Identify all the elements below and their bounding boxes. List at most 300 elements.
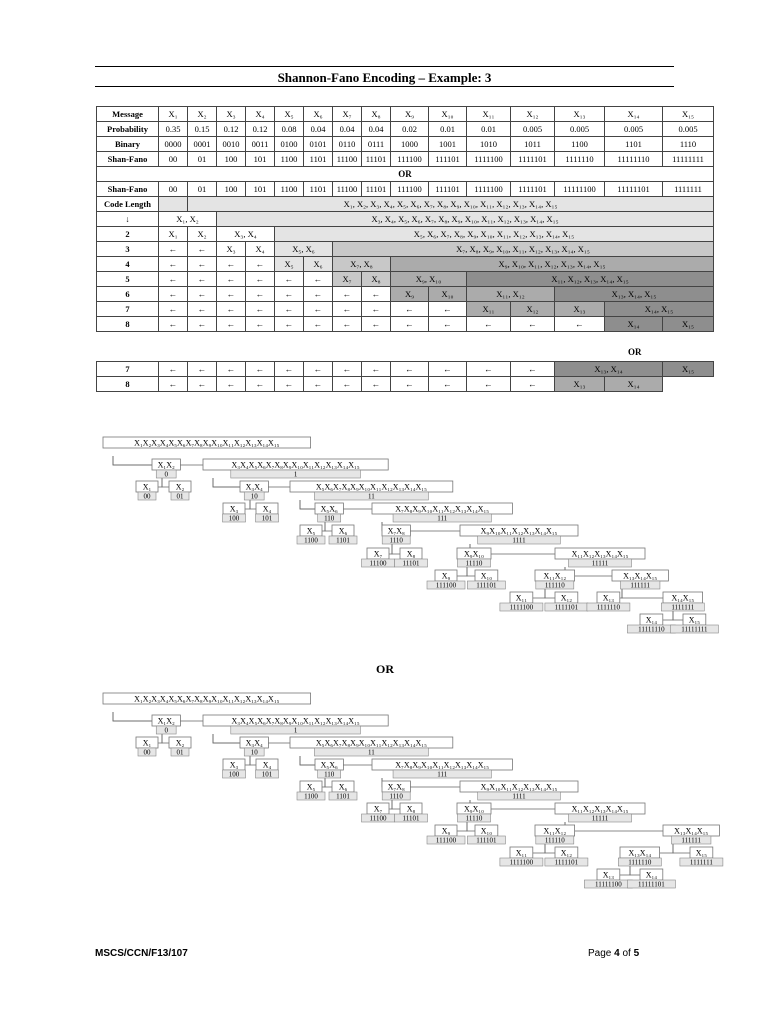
tree-node-label: X₁₄ [645, 870, 658, 880]
table-cell: 11111110 [605, 152, 663, 167]
table-cell: X₁₂ [511, 107, 555, 122]
table-cell: 111100 [391, 182, 429, 197]
table-cell: 11101 [362, 182, 391, 197]
tree-node-code: 1101 [336, 792, 350, 801]
page-label: Page [588, 948, 615, 959]
table-cell: ← [362, 302, 391, 317]
table-cell: X₈ [362, 272, 391, 287]
table-cell: X₃ [217, 107, 246, 122]
tree-node-label: X₁₁X₁₂ [543, 571, 567, 581]
table-cell: 1100 [275, 182, 304, 197]
row-header-cell: 7 [97, 302, 159, 317]
table-cell: X₃, X₄ [217, 227, 275, 242]
table-cell: ← [391, 302, 429, 317]
tree-node-code: 11110 [465, 559, 483, 568]
table-cell: ← [275, 272, 304, 287]
row-header-cell: Probability [97, 122, 159, 137]
tree-node-code: 111101 [476, 836, 497, 845]
tree-node-label: X₁X₂ [157, 716, 175, 726]
table-cell: 1111101 [511, 152, 555, 167]
table-cell: 11100 [333, 152, 362, 167]
table-cell: ← [217, 377, 246, 392]
row-header-cell: 3 [97, 242, 159, 257]
tree-node-code: 1110 [389, 536, 403, 545]
table-cell: 0.01 [429, 122, 467, 137]
table-cell: 1110 [663, 137, 714, 152]
tree-node-code: 11100 [369, 559, 387, 568]
table-cell: 101 [246, 152, 275, 167]
tree-node-label: X₃X₄ [245, 738, 263, 748]
table-cell: 1111100 [467, 182, 511, 197]
tree-node-code: 11101 [402, 559, 420, 568]
row-header-cell: 2 [97, 227, 159, 242]
row-header-cell: 8 [97, 377, 159, 392]
tree-node-code: 11111101 [638, 880, 665, 889]
table-cell: X₁, X₂, X₃, X₄, X₅, X₆, X₇, X₈, X₉, X₁₀, X₁₁, X₁₂, X₁₃, X₁₄, X₁₅ [188, 197, 714, 212]
tree-connector [673, 844, 690, 853]
tree-node [169, 737, 191, 757]
tree-node-label: X₃X₄X₅X₆X₇X₈X₉X₁₀X₁₁X₁₂X₁₃X₁₄X₁₅ [231, 460, 360, 470]
tree-node-code: 111 [437, 514, 448, 523]
table-cell: X₁₃ [555, 107, 605, 122]
table-cell: 111101 [429, 152, 467, 167]
tree-connector [213, 734, 240, 743]
tree-node [315, 759, 343, 779]
table-cell: 0.12 [246, 122, 275, 137]
table-cell: 111100 [391, 152, 429, 167]
tree-node-label: X₄ [262, 504, 272, 514]
row-header-cell: Code Length [97, 197, 159, 212]
table-cell: X₁₅ [663, 107, 714, 122]
table-cell: X₃, X₄, X₅, X₆, X₇, X₈, X₉, X₁₀, X₁₁, X₁₂, X₁₃, X₁₄, X₁₅ [217, 212, 714, 227]
table-cell: X₉ [391, 287, 429, 302]
table-cell: 0.15 [188, 122, 217, 137]
table-cell: ← [275, 287, 304, 302]
table-cell: X₁, X₂ [159, 212, 217, 227]
tree-node [297, 781, 325, 801]
tree-node-code: 11111111 [681, 625, 708, 634]
table-cell: ← [159, 302, 188, 317]
table-cell: X₅ [275, 107, 304, 122]
tree-node-code: 1111100 [509, 603, 534, 612]
row-header-cell: 8 [97, 317, 159, 332]
tree-node-label: X₃X₄ [245, 482, 263, 492]
table-cell: 11111101 [605, 182, 663, 197]
tree-node-code: 1111110 [628, 858, 652, 867]
table-cell: ← [362, 377, 391, 392]
table-cell: ← [159, 272, 188, 287]
table-cell: 0100 [275, 137, 304, 152]
table-cell: 111101 [429, 182, 467, 197]
page-of: of [619, 948, 634, 959]
tree-node-code: 10 [250, 492, 258, 501]
table-cell: 0011 [246, 137, 275, 152]
or-label-table: OR [628, 347, 642, 357]
table-cell: 11111100 [555, 182, 605, 197]
table-cell: X₁₄ [605, 107, 663, 122]
table-cell: ← [391, 377, 429, 392]
tree-node [545, 847, 588, 867]
tree-node [136, 737, 158, 757]
tree-node-label: X₅X₆X₇X₈X₉X₁₀X₁₁X₁₂X₁₃X₁₄X₁₅ [315, 738, 427, 748]
tree-node-label: X₅X₆ [320, 760, 338, 770]
tree-node-label: X₅X₆ [320, 504, 338, 514]
tree-node-code: 11111 [591, 814, 609, 823]
table-cell: ← [275, 362, 304, 377]
table-cell: ← [275, 302, 304, 317]
table-cell: 100 [217, 182, 246, 197]
tree-node-code: 11111100 [595, 880, 622, 889]
tree-node-code: 11101 [402, 814, 420, 823]
tree-connector [162, 734, 169, 743]
page-total: 5 [633, 948, 640, 959]
table-cell: ← [159, 362, 188, 377]
table-cell: ← [391, 362, 429, 377]
row-header-cell: Shan-Fano [97, 182, 159, 197]
tree-node-code: 01 [176, 748, 184, 757]
table-cell: ← [511, 317, 555, 332]
tree-node-code: 101 [261, 514, 273, 523]
tree-node [427, 825, 465, 845]
tree-node-code: 100 [228, 770, 240, 779]
table-cell: 1100 [275, 152, 304, 167]
tree-node-label: X₁₄ [645, 615, 658, 625]
tree-node-code: 11100 [369, 814, 387, 823]
tree-node-code: 00 [143, 492, 151, 501]
table-cell: ← [188, 242, 217, 257]
tree-node-label: X₆ [338, 782, 348, 792]
tree-node-label: X₂ [175, 738, 185, 748]
table-cell: 1111111 [663, 182, 714, 197]
table-cell: X₁₀ [429, 107, 467, 122]
table-cell: 11101 [362, 152, 391, 167]
table-cell: X₁₂ [511, 302, 555, 317]
table-cell: 0.005 [555, 122, 605, 137]
tree-node-label: X₁₄X₁₅ [671, 593, 695, 603]
table-cell: ← [304, 317, 333, 332]
tree-connector [250, 756, 256, 765]
tree-node [457, 803, 491, 823]
table-cell: 0000 [159, 137, 188, 152]
table-cell: X₅, X₆ [275, 242, 333, 257]
table-cell: X₁₄, X₁₅ [605, 302, 714, 317]
tree-connector [565, 822, 663, 831]
tree-node-label: X₉X₁₀X₁₁X₁₂X₁₃X₁₄X₁₅ [480, 782, 558, 792]
tree-node-label: X₄ [262, 760, 272, 770]
tree-node-code: 1110 [389, 792, 403, 801]
table-cell: ← [217, 257, 246, 272]
table-cell: X₂ [188, 227, 217, 242]
tree-connector [392, 800, 400, 809]
table-cell: ← [429, 302, 467, 317]
table-cell: ← [188, 317, 217, 332]
table-cell: 1011 [511, 137, 555, 152]
table-cell: 1001 [429, 137, 467, 152]
tree-node [460, 781, 578, 801]
page-current: 4 [614, 948, 620, 959]
tree-node [663, 825, 719, 845]
table-cell: ← [304, 272, 333, 287]
table-cell: 1000 [391, 137, 429, 152]
tree-node-label: X₉ [441, 571, 451, 581]
table-cell: ← [275, 377, 304, 392]
table-cell: ← [217, 362, 246, 377]
table-cell: ← [246, 257, 275, 272]
table-cell: ← [246, 362, 275, 377]
row-header-cell: Shan-Fano [97, 152, 159, 167]
row-header-cell: 4 [97, 257, 159, 272]
table-cell: ← [511, 377, 555, 392]
tree-node-label: X₅ [306, 782, 316, 792]
tree-node-label: X₁₀ [480, 571, 493, 581]
tree-node-label: X₉X₁₀X₁₁X₁₂X₁₃X₁₄X₁₅ [480, 526, 558, 536]
tree-node [329, 781, 357, 801]
tree-node [395, 803, 428, 823]
table-cell: X₇ [333, 107, 362, 122]
table-cell: 0.12 [217, 122, 246, 137]
tree-node-code: 101 [261, 770, 273, 779]
table-cell: 0.02 [391, 122, 429, 137]
tree-node-code: 1111 [512, 536, 526, 545]
table-cell: 0.005 [511, 122, 555, 137]
table-cell: X₁₁, X₁₂, X₁₃, X₁₄, X₁₅ [467, 272, 714, 287]
tree-node-label: X₁₁X₁₂X₁₃X₁₄X₁₅ [571, 549, 629, 559]
table-cell: X₁ [159, 107, 188, 122]
table-cell: 1111100 [467, 152, 511, 167]
tree-node [584, 869, 632, 889]
table-cell: ← [217, 272, 246, 287]
tree-node-label: X₁₁ [515, 848, 528, 858]
table-cell: ← [159, 377, 188, 392]
table-cell: ← [217, 287, 246, 302]
table-cell: 100 [217, 152, 246, 167]
tree-node-label: X₁ [142, 738, 152, 748]
tree-node-label: X₁₃ [602, 593, 615, 603]
table-cell: 0.04 [333, 122, 362, 137]
table-cell: ← [333, 362, 362, 377]
tree-connector [467, 822, 475, 831]
table-cell: X₃ [217, 242, 246, 257]
table-cell: X₇ [333, 272, 362, 287]
table-cell: 101 [246, 182, 275, 197]
table-cell: 0.08 [275, 122, 304, 137]
tree-node-label: X₉X₁₀ [464, 549, 484, 559]
tree-node-code: 110 [324, 514, 335, 523]
tree-node-label: X₁X₂X₃X₄X₅X₆X₇X₈X₉X₁₀X₁₁X₁₂X₁₃X₁₄X₁₅ [134, 694, 280, 704]
tree-node [240, 737, 268, 757]
table-cell: X₇, X₈ [333, 257, 391, 272]
tree-node [152, 715, 180, 735]
tree-node-code: 111 [437, 770, 448, 779]
table-cell: ← [304, 377, 333, 392]
tree-node-label: X₃X₄X₅X₆X₇X₈X₉X₁₀X₁₁X₁₂X₁₃X₁₄X₁₅ [231, 716, 360, 726]
table-cell: 0101 [304, 137, 333, 152]
table-cell: X₅, X₆, X₇, X₈, X₉, X₁₀, X₁₁, X₁₂, X₁₃, X₁₄, X₁₅ [275, 227, 714, 242]
row-header-cell: ↓ [97, 212, 159, 227]
table-cell: ← [429, 362, 467, 377]
table-cell: 0.04 [304, 122, 333, 137]
tree-node-code: 0 [164, 726, 168, 735]
page-title: Shannon-Fano Encoding – Example: 3 [277, 70, 492, 85]
tree-node-code: 111100 [435, 836, 457, 845]
tree-node-code: 0 [164, 470, 168, 479]
tree-node-label: X₇ [373, 549, 383, 559]
table-cell: 1010 [467, 137, 511, 152]
table-cell: X₈ [362, 107, 391, 122]
tree-node-label: X₃ [229, 760, 239, 770]
tree-node-code: 1111111 [689, 858, 713, 867]
table-cell: ← [246, 272, 275, 287]
tree-node-code: 1111100 [509, 858, 534, 867]
table-cell: X₁₅ [663, 362, 714, 377]
table-cell: 1111101 [511, 182, 555, 197]
tree-node-label: X₂ [175, 482, 185, 492]
tree-node-label: X₆ [338, 526, 348, 536]
tree-node-label: X₁₃X₁₄ [628, 848, 652, 858]
tree-connector [630, 866, 640, 875]
table-cell: 1101 [605, 137, 663, 152]
table-cell: ← [246, 302, 275, 317]
tree-node-code: 110 [324, 770, 335, 779]
table-cell: ← [275, 317, 304, 332]
tree-node-code: 11 [368, 492, 375, 501]
tree-node-code: 1111101 [554, 858, 579, 867]
tree-node-code: 111110 [544, 836, 565, 845]
table-cell: 0001 [188, 137, 217, 152]
tree-connector [545, 844, 555, 853]
tree-node-code: 1111 [512, 792, 526, 801]
tree-node-label: X₁₁X₁₂ [543, 826, 567, 836]
table-cell: X₁₄ [605, 377, 663, 392]
table-cell: ← [333, 302, 362, 317]
table-cell: 01 [188, 182, 217, 197]
table-cell: X₉ [391, 107, 429, 122]
table-cell: ← [246, 377, 275, 392]
table-cell: X₄ [246, 107, 275, 122]
table-cell: ← [246, 287, 275, 302]
table-cell: ← [188, 272, 217, 287]
table-cell: ← [467, 317, 511, 332]
table-cell: X₁₁ [467, 107, 511, 122]
tree-node-label: X₁₁ [515, 593, 528, 603]
tree-node-code: 11110 [465, 814, 483, 823]
tree-node-code: 11 [368, 748, 375, 757]
table-cell: X₁₁ [467, 302, 511, 317]
table-cell: 0.01 [467, 122, 511, 137]
row-header-cell: 5 [97, 272, 159, 287]
tree-node-code: 1100 [304, 792, 318, 801]
tree-node-code: 11111 [591, 559, 609, 568]
table-cell: ← [188, 362, 217, 377]
table-cell: ← [246, 317, 275, 332]
footer-doc-id: MSCS/CCN/F13/107 [95, 948, 188, 959]
tree-node-label: X₁₅ [688, 615, 701, 625]
table-cell: X₁₀ [429, 287, 467, 302]
table-cell: ← [159, 257, 188, 272]
table-cell: X₅ [275, 257, 304, 272]
table-cell: X₉, X₁₀, X₁₁, X₁₂, X₁₃, X₁₄, X₁₅ [391, 257, 714, 272]
tree-node-label: X₁₅ [695, 848, 708, 858]
table-cell: ← [188, 257, 217, 272]
table-cell: 0.35 [159, 122, 188, 137]
tree-node-label: X₁X₂ [157, 460, 175, 470]
tree-node [500, 847, 543, 867]
tree-node-code: 1100 [304, 536, 318, 545]
tree-node-label: X₈ [406, 549, 416, 559]
table-cell: 0.005 [605, 122, 663, 137]
table-cell: 0110 [333, 137, 362, 152]
table-cell: ← [333, 287, 362, 302]
tree-node [382, 781, 410, 801]
tree-node-code: 1 [293, 726, 298, 735]
table-cell: ← [333, 377, 362, 392]
table-cell: 0.005 [663, 122, 714, 137]
tree-node-code: 1111101 [554, 603, 579, 612]
table-cell: ← [188, 287, 217, 302]
tree-node-code: 111111 [630, 581, 651, 590]
tree-connector [300, 756, 315, 765]
tree-node-label: X₇X₈X₉X₁₀X₁₁X₁₂X₁₃X₁₄X₁₅ [395, 504, 490, 514]
tree-node-code: 11111110 [638, 625, 665, 634]
tree-node-label: X₁₂ [560, 848, 573, 858]
table-cell: 1101 [304, 152, 333, 167]
tree-node-label: X₈ [406, 804, 416, 814]
table-cell: ← [159, 242, 188, 257]
table-cell: X₄ [246, 242, 275, 257]
tree-node-code: 1111110 [596, 603, 621, 612]
table-cell: ← [362, 317, 391, 332]
tree-node-label: X₁₃X₁₄X₁₅ [623, 571, 658, 581]
row-header-cell: 7 [97, 362, 159, 377]
table-cell: ← [429, 377, 467, 392]
table-cell: 0010 [217, 137, 246, 152]
tree-node [372, 759, 512, 779]
table-cell: ← [159, 317, 188, 332]
tree-node [290, 737, 453, 757]
tree-node [362, 803, 395, 823]
or-label-trees: OR [376, 662, 394, 676]
table-cell: X₆ [304, 257, 333, 272]
table-cell: X₉, X₁₀ [391, 272, 467, 287]
table-cell: X₁₃ [555, 377, 605, 392]
tree-node-label: X₃ [229, 504, 239, 514]
table-cell: 0111 [362, 137, 391, 152]
table-cell: ← [333, 317, 362, 332]
table-cell: ← [555, 317, 605, 332]
tree-node-code: 111100 [435, 581, 457, 590]
table-cell: X₁₃, X₁₄, X₁₅ [555, 287, 714, 302]
table-cell: 1111110 [555, 152, 605, 167]
table-cell: 00 [159, 152, 188, 167]
tree-node [627, 869, 675, 889]
tree-connector [325, 778, 332, 787]
table-cell: ← [159, 287, 188, 302]
tree-node [467, 825, 505, 845]
tree-node-label: X₁X₂X₃X₄X₅X₆X₇X₈X₉X₁₀X₁₁X₁₂X₁₃X₁₄X₁₅ [134, 438, 280, 448]
tree-node-label: X₅X₆X₇X₈X₉X₁₀X₁₁X₁₂X₁₃X₁₄X₁₅ [315, 482, 427, 492]
table-cell: ← [362, 362, 391, 377]
tree-node-code: 1 [293, 470, 298, 479]
tree-node [618, 847, 661, 867]
table-cell: ← [362, 287, 391, 302]
tree-node-label: X₇ [373, 804, 383, 814]
tree-connector [113, 712, 152, 721]
table-cell: X₁₄ [605, 317, 663, 332]
table-cell: 11111111 [663, 152, 714, 167]
tree-node-code: 111101 [476, 581, 497, 590]
table-cell: ← [304, 302, 333, 317]
table-cell: ← [217, 302, 246, 317]
